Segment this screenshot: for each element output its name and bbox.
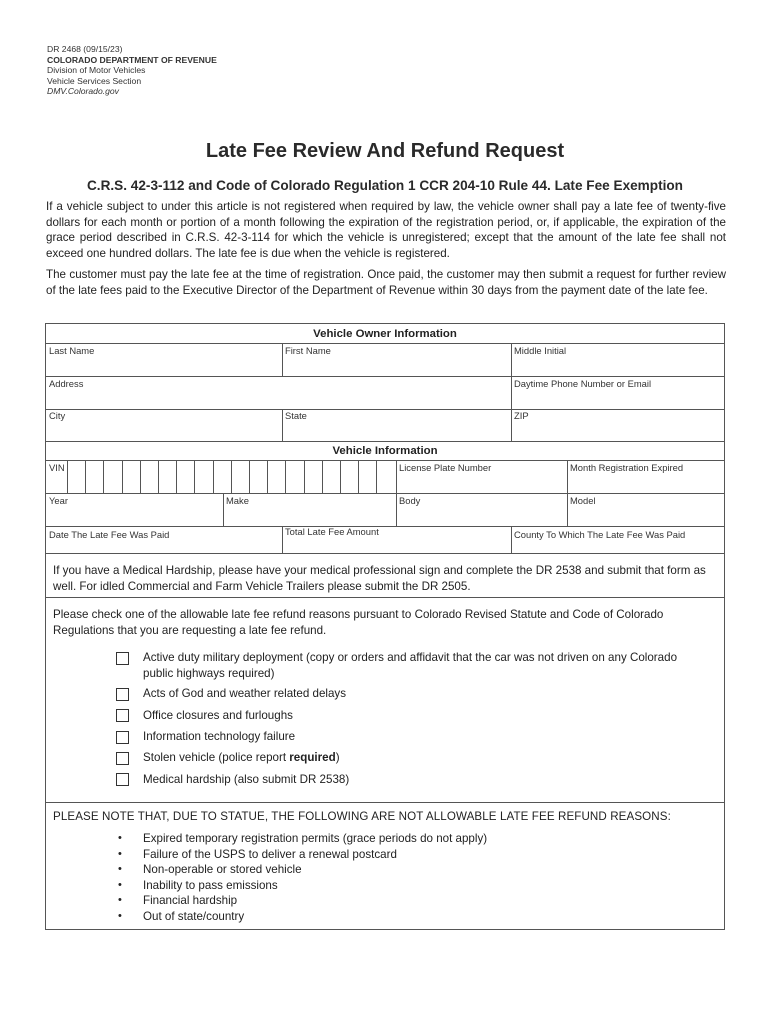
divider xyxy=(46,597,724,598)
medical-hardship-label: Medical hardship (also submit DR 2538) xyxy=(143,773,350,786)
list-item: Financial hardship xyxy=(143,894,238,907)
vin-cell-divider xyxy=(122,460,123,493)
it-failure-label: Information technology failure xyxy=(143,730,296,743)
county-field[interactable]: County To Which The Late Fee Was Paid xyxy=(514,529,686,540)
divider xyxy=(223,493,224,526)
page-subtitle: C.R.S. 42-3-112 and Code of Colorado Regulation 1 CCR 204-10 Rule 44. Late Fee Exemption xyxy=(86,178,683,193)
stolen-required: required xyxy=(289,751,336,764)
divider xyxy=(282,409,283,441)
department-name: COLORADO DEPARTMENT OF REVENUE xyxy=(47,54,217,65)
vehicle-section-heading: Vehicle Information xyxy=(332,445,438,457)
not-allowable-heading: PLEASE NOTE THAT, DUE TO STATUE, THE FOLLOWING ARE NOT ALLOWABLE LATE FEE REFUND REASONS: xyxy=(53,810,671,823)
office-closures-label: Office closures and furloughs xyxy=(143,709,293,722)
military-reason-label: Active duty military deployment (copy or orders and affidavit that the car was not driven on any Colorado public highways required) xyxy=(143,651,678,680)
vin-cell-divider xyxy=(376,460,377,493)
first-name-field[interactable]: First Name xyxy=(285,345,331,356)
intro-paragraph: If a vehicle subject to under this article is not registered when required by law, the vehicle owner shall pay a late fee of twenty-five dollars for each month or portion of a month following the expiration of the registration period, or, if applicable, the expiration of the grace period described in C.R.S. 42-3-114 for which the vehicle is unregistered; except that the amount of the late fee shall not exceed one hundred dollars. The late fee is due when the vehicle is registered. xyxy=(46,200,726,260)
divider xyxy=(46,526,724,527)
stolen-vehicle-label xyxy=(143,750,683,766)
vin-cell-divider xyxy=(340,460,341,493)
bullet: • xyxy=(118,863,122,875)
divider xyxy=(511,526,512,553)
phone-email-field[interactable]: Daytime Phone Number or Email xyxy=(514,378,652,389)
division-name: Division of Motor Vehicles xyxy=(47,65,146,76)
stolen-vehicle-checkbox[interactable] xyxy=(116,752,129,765)
acts-of-god-checkbox[interactable] xyxy=(116,688,129,701)
vin-cell-divider xyxy=(285,460,286,493)
middle-initial-field[interactable]: Middle Initial xyxy=(514,345,567,356)
bullet: • xyxy=(118,848,122,860)
list-item: Non-operable or stored vehicle xyxy=(143,863,302,876)
divider xyxy=(282,526,283,553)
bullet: • xyxy=(118,910,122,922)
divider xyxy=(46,376,724,377)
section-name: Vehicle Services Section xyxy=(47,75,142,86)
bullet: • xyxy=(118,879,122,891)
divider xyxy=(567,493,568,526)
divider xyxy=(511,376,512,409)
last-name-field[interactable]: Last Name xyxy=(49,345,95,356)
model-field[interactable]: Model xyxy=(570,495,596,506)
vin-cell-divider xyxy=(304,460,305,493)
vin-cell-divider xyxy=(103,460,104,493)
month-expired-field[interactable]: Month Registration Expired xyxy=(570,462,684,473)
zip-field[interactable]: ZIP xyxy=(514,410,529,421)
divider xyxy=(46,343,724,344)
divider xyxy=(511,343,512,376)
stolen-prefix: Stolen vehicle (police report xyxy=(143,751,290,764)
vin-cell-divider xyxy=(231,460,232,493)
license-plate-field[interactable]: License Plate Number xyxy=(399,462,492,473)
vin-cell-divider xyxy=(176,460,177,493)
divider xyxy=(46,409,724,410)
payment-paragraph: The customer must pay the late fee at the time of registration. Once paid, the customer may then submit a request for further review of the late fees paid to the Executive Director of the Department of Revenue within 30 days from the payment date of the late fee. xyxy=(46,268,726,297)
make-field[interactable]: Make xyxy=(226,495,249,506)
list-item: Failure of the USPS to deliver a renewal postcard xyxy=(143,848,397,861)
it-failure-checkbox[interactable] xyxy=(116,731,129,744)
vin-cell-divider xyxy=(140,460,141,493)
list-item: Expired temporary registration permits (grace periods do not apply) xyxy=(143,832,488,845)
office-closures-checkbox[interactable] xyxy=(116,709,129,722)
vin-cell-divider xyxy=(213,460,214,493)
vin-cell-divider xyxy=(67,460,68,493)
total-fee-field[interactable]: Total Late Fee Amount xyxy=(285,526,379,537)
medical-hardship-checkbox[interactable] xyxy=(116,773,129,786)
city-field[interactable]: City xyxy=(49,410,66,421)
list-item: Inability to pass emissions xyxy=(143,879,278,892)
vin-cell-divider xyxy=(267,460,268,493)
body-field[interactable]: Body xyxy=(399,495,421,506)
divider xyxy=(282,343,283,376)
military-checkbox[interactable] xyxy=(116,652,129,665)
vin-cell-divider xyxy=(249,460,250,493)
divider xyxy=(567,460,568,493)
list-item: Out of state/country xyxy=(143,910,245,923)
owner-section-heading: Vehicle Owner Information xyxy=(313,328,457,340)
vin-cell-divider xyxy=(85,460,86,493)
vin-label: VIN xyxy=(49,462,65,473)
request-form xyxy=(45,323,725,930)
year-field[interactable]: Year xyxy=(49,495,68,506)
reasons-intro: Please check one of the allowable late fee refund reasons pursuant to Colorado Revised Statute and Code of Colorado Regulations that you are requesting a late fee refund. xyxy=(53,608,664,637)
divider xyxy=(46,441,724,442)
divider xyxy=(46,553,724,554)
vin-cell-divider xyxy=(158,460,159,493)
address-field[interactable]: Address xyxy=(49,378,84,389)
divider xyxy=(396,460,397,493)
form-number: DR 2468 (09/15/23) xyxy=(47,44,123,54)
website-text: DMV.Colorado.gov xyxy=(47,86,119,97)
vin-cell-divider xyxy=(358,460,359,493)
divider xyxy=(46,493,724,494)
divider xyxy=(511,409,512,441)
divider xyxy=(46,460,724,461)
date-paid-field[interactable]: Date The Late Fee Was Paid xyxy=(49,529,170,540)
divider xyxy=(46,802,724,803)
stolen-suffix: ) xyxy=(335,751,340,764)
page-title: Late Fee Review And Refund Request xyxy=(205,140,565,162)
vin-cell-divider xyxy=(194,460,195,493)
state-field[interactable]: State xyxy=(285,410,307,421)
medical-hardship-note: If you have a Medical Hardship, please have your medical professional sign and complete the DR 2538 and submit that form as well. For idled Commercial and Farm Vehicle Trailers please submit the DR 2505. xyxy=(53,564,706,593)
bullet: • xyxy=(118,894,122,906)
bullet: • xyxy=(118,832,122,844)
acts-of-god-label: Acts of God and weather related delays xyxy=(143,687,347,700)
divider xyxy=(396,493,397,526)
form-header xyxy=(47,44,217,97)
vin-cell-divider xyxy=(322,460,323,493)
